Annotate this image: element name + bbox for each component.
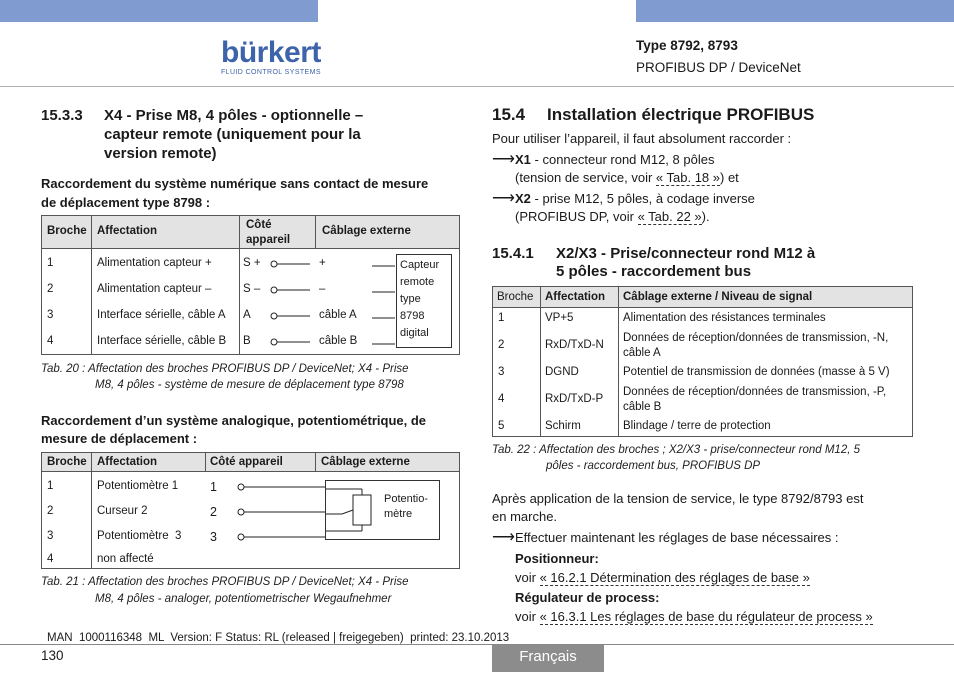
burkert-logo: [221, 38, 319, 78]
caption-tab20-line1: Tab. 20 : Affectation des broches PROFIBUS DP / DeviceNet; X4 - Prise: [41, 363, 409, 375]
pin-b-terminal: [271, 339, 277, 345]
table22-row5-broche: 5: [498, 420, 505, 432]
table20-row2-cote: S –: [243, 283, 261, 295]
caption-tab22-line1: Tab. 22 : Affectation des broches ; X2/X3 - prise/connecteur rond M12, 5: [492, 444, 860, 456]
table22-row2-broche: 2: [498, 339, 505, 351]
table20-row2-affectation: Alimentation capteur –: [97, 283, 212, 295]
capteur-remote-box: [396, 254, 452, 348]
table20-wiring-diagram: [270, 256, 400, 351]
table20-header-cablage: Câblage externe: [322, 225, 411, 237]
table21-row3-affectation: Potentiomètre 3: [97, 530, 182, 542]
arrow-icon-x1: ⟶: [492, 151, 515, 168]
table20-row1-affectation: Alimentation capteur +: [97, 257, 212, 269]
table21-row2-affectation: Curseur 2: [97, 505, 148, 517]
caption-tab21-line2: M8, 4 pôles - analoger, potentiometrischer Wegaufnehmer: [95, 593, 392, 605]
x1-text: - connecteur rond M12, 8 pôles: [530, 152, 715, 167]
section-number-1541: 15.4.1: [492, 245, 534, 262]
table20-row1-cote: S +: [243, 257, 261, 269]
table22-row4-affectation: RxD/TxD-P: [545, 393, 604, 405]
x2-line2-pre: (PROFIBUS DP, voir: [515, 209, 638, 224]
section-title-1541-line2: 5 pôles - raccordement bus: [556, 263, 752, 280]
caption-tab21-line1: Tab. 21 : Affectation des broches PROFIBUS DP / DeviceNet; X4 - Prise: [41, 576, 409, 588]
link-tab18[interactable]: « Tab. 18 »: [655, 170, 720, 185]
x2-key: X2: [515, 191, 531, 206]
language-tab: Français: [492, 645, 604, 672]
table22-row4-cablage: Données de réception/données de transmission, -P, câble B: [623, 386, 887, 413]
table-21: [41, 452, 460, 569]
table20-row3-affectation: Interface sérielle, câble A: [97, 309, 226, 321]
link-16-3-1[interactable]: « 16.3.1 Les réglages de base du régulateur de process »: [539, 609, 873, 624]
digital-heading-line2: de déplacement type 8798 :: [41, 195, 211, 210]
table22-header-cablage: Câblage externe / Niveau de signal: [623, 291, 813, 303]
section-title-1533-line1: X4 - Prise M8, 4 pôles - optionnelle –: [104, 107, 364, 124]
section-title-154: Installation électrique PROFIBUS: [547, 105, 815, 124]
section-number-1533: 15.3.3: [41, 107, 83, 124]
table21-header-broche: Broche: [47, 456, 87, 468]
capteur-box-line3: type: [400, 293, 421, 305]
table22-row3-cablage: Potentiel de transmission de données (masse à 5 V): [623, 366, 890, 378]
table22-row3-broche: 3: [498, 366, 505, 378]
x1-key: X1: [515, 152, 531, 167]
table22-row5-cablage: Blindage / terre de protection: [623, 420, 771, 432]
table20-row3-broche: 3: [47, 309, 54, 321]
table20-header-cote: Côté appareil: [246, 219, 291, 246]
caption-tab20-line2: M8, 4 pôles - système de mesure de déplacement type 8798: [95, 379, 404, 391]
table-22: [492, 286, 913, 437]
table21-header-cote: Côté appareil: [210, 456, 283, 468]
type-subtitle: PROFIBUS DP / DeviceNet: [636, 60, 801, 75]
table20-row1-cablage: +: [319, 257, 326, 269]
capteur-box-line5: digital: [400, 327, 429, 339]
positionneur-pre: voir: [515, 570, 540, 585]
regulateur-pre: voir: [515, 609, 540, 624]
x2-line2-post: ).: [701, 209, 710, 224]
digital-heading-line1: Raccordement du système numérique sans contact de mesure: [41, 176, 429, 191]
type-title: Type 8792, 8793: [636, 38, 738, 53]
logo-wordmark: bürkert: [221, 36, 321, 69]
capteur-box-line2: remote: [400, 276, 435, 288]
page-number: 130: [41, 648, 64, 663]
table21-row2-cote: 2: [210, 505, 217, 519]
table20-row4-cote: B: [243, 335, 251, 347]
pin-s-plus-terminal: [271, 261, 277, 267]
table21-header-cablage: Câblage externe: [321, 456, 410, 468]
table21-row1-broche: 1: [47, 480, 54, 492]
x2-text: - prise M12, 5 pôles, à codage inverse: [530, 191, 755, 206]
table22-header-broche: Broche: [497, 291, 534, 303]
potentiometer-label-line1: Potentio-: [384, 493, 429, 505]
regulateur-label: Régulateur de process:: [515, 590, 660, 605]
table20-row3-cote: A: [243, 309, 251, 321]
table20-row4-affectation: Interface sérielle, câble B: [97, 335, 227, 347]
potentiometer-label-line2: mètre: [384, 508, 413, 520]
document-status-line: MAN 1000116348 ML Version: F Status: RL (released | freigegeben) printed: 23.10.2013: [47, 632, 510, 644]
table22-header-affectation: Affectation: [545, 291, 606, 303]
table22-row1-cablage: Alimentation des résistances terminales: [623, 312, 826, 324]
arrow-icon-x2: ⟶: [492, 190, 515, 207]
table-20: [41, 215, 460, 355]
table22-row4-broche: 4: [498, 393, 505, 405]
table20-row3-cablage: câble A: [319, 309, 357, 321]
capteur-box-line4: 8798: [400, 310, 425, 322]
link-tab22[interactable]: « Tab. 22 »: [637, 209, 702, 224]
footer-divider: [0, 644, 954, 645]
pin-s-minus-terminal: [271, 287, 277, 293]
caption-tab22-line2: pôles - raccordement bus, PROFIBUS DP: [546, 460, 761, 472]
link-16-2-1[interactable]: « 16.2.1 Détermination des réglages de base »: [539, 570, 810, 585]
table20-row1-broche: 1: [47, 257, 54, 269]
after-text-line2: en marche.: [492, 509, 558, 524]
header-divider: [0, 86, 954, 87]
after-text-line1: Après application de la tension de service, le type 8792/8793 est: [492, 491, 864, 506]
analog-heading-line2: mesure de déplacement :: [41, 431, 198, 446]
table21-row4-affectation: non affecté: [97, 553, 154, 565]
table20-row2-cablage: –: [319, 283, 326, 295]
arrow-icon-step: ⟶: [492, 529, 515, 546]
analog-heading-line1: Raccordement d’un système analogique, potentiométrique, de: [41, 413, 427, 428]
table20-row4-cablage: câble B: [319, 335, 358, 347]
section-title-1533-line3: version remote): [104, 145, 217, 162]
table21-row3-cote: 3: [210, 530, 217, 544]
pin-a-terminal: [271, 313, 277, 319]
table21-header-affectation: Affectation: [97, 456, 158, 468]
table20-row4-broche: 4: [47, 335, 54, 347]
header-bar-right: [636, 0, 954, 22]
table22-row2-affectation: RxD/TxD-N: [545, 339, 604, 351]
table21-row3-broche: 3: [47, 530, 54, 542]
table22-row1-affectation: VP+5: [545, 312, 574, 324]
intro-text: Pour utiliser l’appareil, il faut absolument raccorder :: [492, 131, 792, 146]
table20-header-broche: Broche: [47, 225, 87, 237]
table21-row2-broche: 2: [47, 505, 54, 517]
table21-row1-cote: 1: [210, 480, 217, 494]
table20-header-affectation: Affectation: [97, 225, 158, 237]
table21-row4-broche: 4: [47, 553, 54, 565]
step-text: Effectuer maintenant les réglages de base nécessaires :: [515, 530, 839, 545]
x1-line2-pre: (tension de service, voir: [515, 170, 656, 185]
x1-line2-post: ) et: [720, 170, 739, 185]
table22-row3-affectation: DGND: [545, 366, 579, 378]
potentiometer-box: [325, 480, 440, 540]
table22-row5-affectation: Schirm: [545, 420, 581, 432]
table22-row1-broche: 1: [498, 312, 505, 324]
positionneur-label: Positionneur:: [515, 551, 599, 566]
section-number-154: 15.4: [492, 105, 526, 124]
capteur-box-line1: Capteur: [400, 259, 440, 271]
table21-row1-affectation: Potentiomètre 1: [97, 480, 179, 492]
section-title-1533-line2: capteur remote (uniquement pour la: [104, 126, 361, 143]
header-bar-left: [0, 0, 318, 22]
section-title-1541-line1: X2/X3 - Prise/connecteur rond M12 à: [556, 245, 816, 262]
logo-tagline: FLUID CONTROL SYSTEMS: [221, 69, 321, 76]
table22-row2-cablage: Données de réception/données de transmission, -N, câble A: [623, 332, 889, 359]
table20-row2-broche: 2: [47, 283, 54, 295]
